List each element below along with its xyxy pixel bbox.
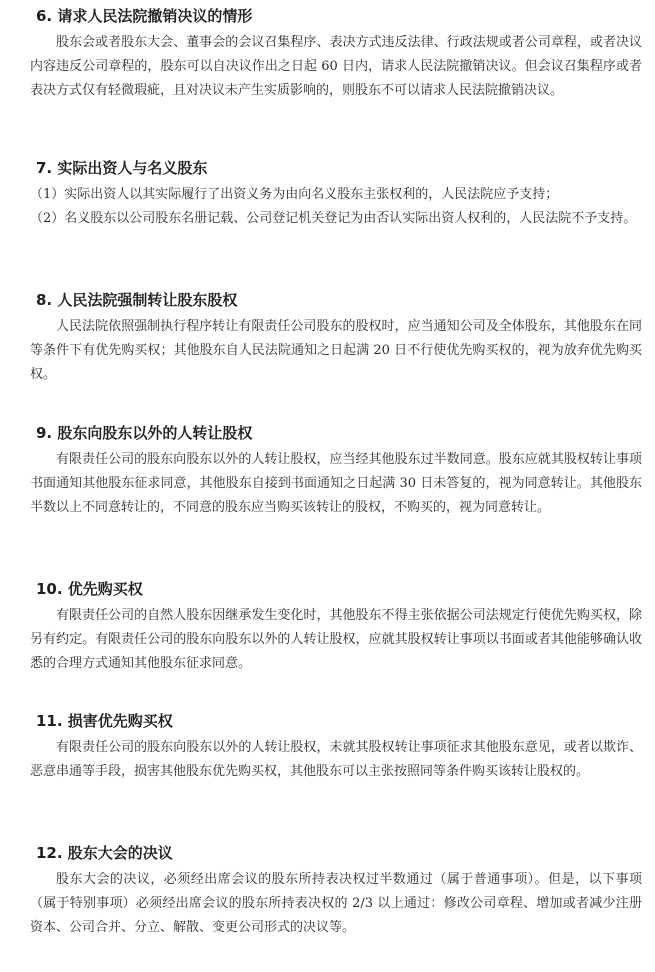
section-heading: 7. 实际出资人与名义股东 (36, 159, 208, 177)
section-10 (30, 579, 642, 676)
section-heading: 12. 股东大会的决议 (36, 844, 173, 862)
section-heading: 6. 请求人民法院撤销决议的情形 (36, 7, 253, 25)
section-11 (30, 711, 642, 784)
section-12 (30, 843, 642, 940)
list-item: （2）名义股东以公司股东名册记载、公司登记机关登记为由否认实际出资人权利的，人民法院不予支持。 (30, 211, 637, 226)
section-paragraph: 有限责任公司的自然人股东因继承发生变化时，其他股东不得主张依据公司法规定行使优先购买权，除另有约定。有限责任公司的股东向股东以外的人转让股权，应就其股权转让事项以书面或者其他能够确认收悉的合理方式通知其他股东征求同意。 (30, 608, 642, 671)
list-item: （1）实际出资人以其实际履行了出资义务为由向名义股东主张权利的，人民法院应予支持； (30, 187, 559, 202)
section-paragraph: 人民法院依照强制执行程序转让有限责任公司股东的股权时，应当通知公司及全体股东，其他股东在同等条件下有优先购买权；其他股东自人民法院通知之日起满 20 日不行使优先购买权的，视为放弃优先购买权。 (30, 319, 642, 382)
section-paragraph: 股东会或者股东大会、董事会的会议召集程序、表决方式违反法律、行政法规或者公司章程，或者决议内容违反公司章程的，股东可以自决议作出之日起 60 日内，请求人民法院撤销决议。但会议召集程序或者表决方式仅有轻微瑕疵，且对决议未产生实质影响的，则股东不可以请求人民法院撤销决议。 (30, 35, 642, 98)
section-paragraph: 有限责任公司的股东向股东以外的人转让股权，未就其股权转让事项征求其他股东意见，或者以欺诈、恶意串通等手段，损害其他股东优先购买权，其他股东可以主张按照同等条件购买该转让股权的。 (30, 740, 642, 779)
section-6 (30, 6, 642, 103)
section-heading: 11. 损害优先购买权 (36, 712, 173, 730)
section-heading: 10. 优先购买权 (36, 580, 143, 598)
section-heading: 9. 股东向股东以外的人转让股权 (36, 424, 253, 442)
section-9 (30, 423, 642, 520)
section-8 (30, 290, 642, 387)
section-7 (30, 158, 642, 231)
section-paragraph: 股东大会的决议，必须经出席会议的股东所持表决权过半数通过（属于普通事项）。但是，以下事项（属于特别事项）必须经出席会议的股东所持表决权的 2/3 以上通过：修改公司章程、增加或者减少注册资本、公司合并、分立、解散、变更公司形式的决议等。 (30, 872, 642, 935)
section-paragraph: 有限责任公司的股东向股东以外的人转让股权，应当经其他股东过半数同意。股东应就其股权转让事项书面通知其他股东征求同意，其他股东自接到书面通知之日起满 30 日未答复的，视为同意转让。其他股东半数以上不同意转让的，不同意的股东应当购买该转让的股权，不购买的，视为同意转让。 (30, 452, 642, 515)
section-heading: 8. 人民法院强制转让股东股权 (36, 291, 238, 309)
